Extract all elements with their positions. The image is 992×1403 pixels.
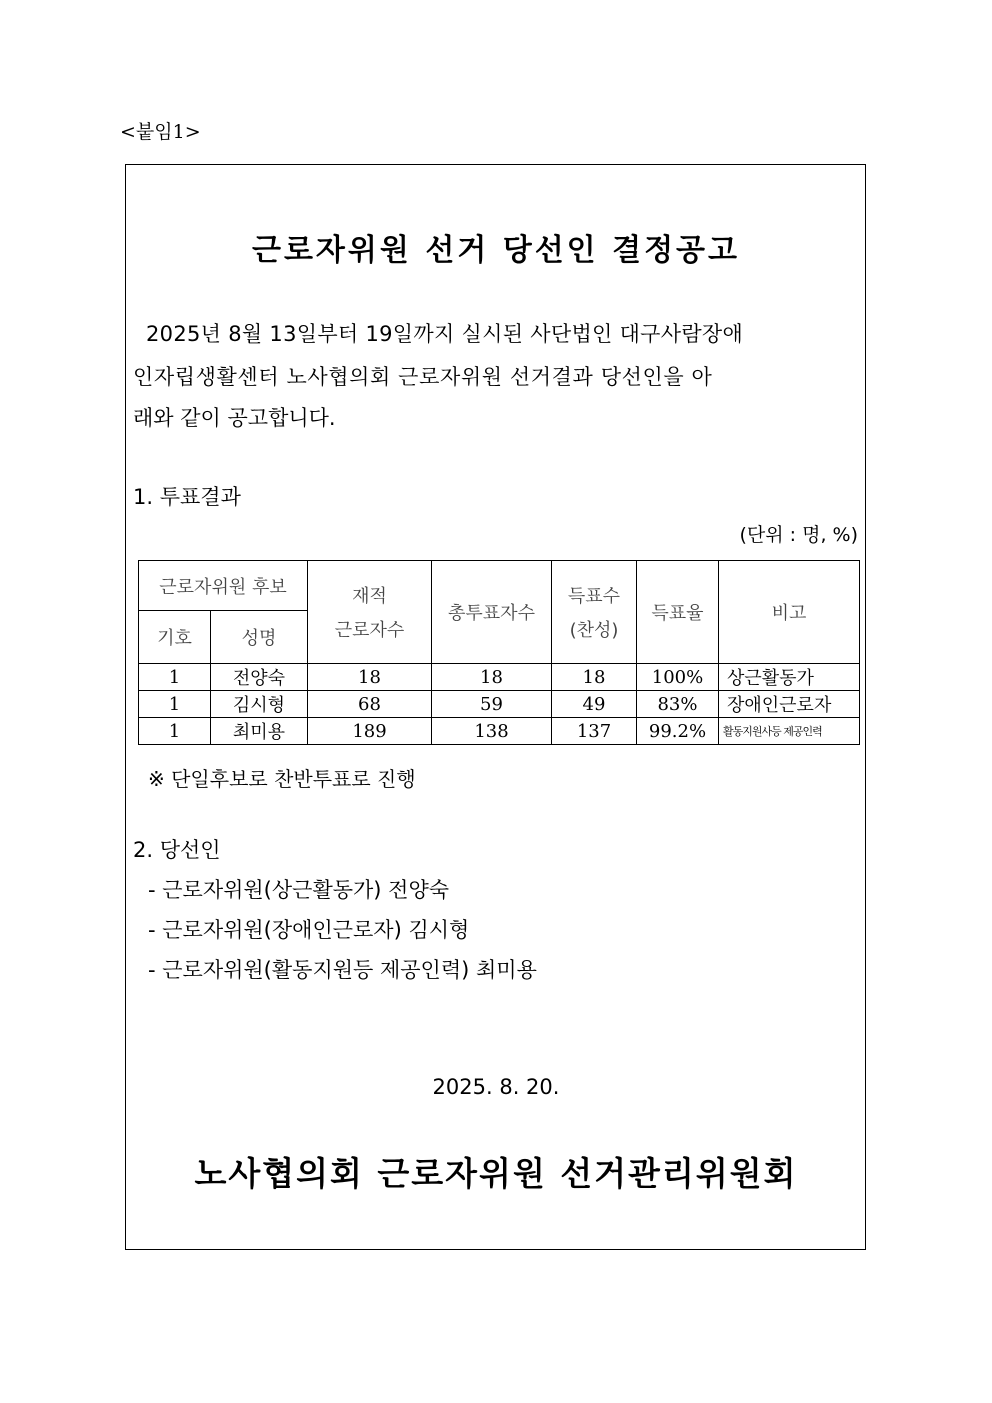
cell-rate: 100% <box>637 664 719 691</box>
header-enrolled-line2: 근로자수 <box>334 620 405 641</box>
cell-votes: 49 <box>552 691 637 718</box>
header-total-voters: 총투표자수 <box>432 561 552 664</box>
cell-total-voters: 138 <box>432 718 552 745</box>
intro-line-2: 인자립생활센터 노사협의회 근로자위원 선거결과 당선인을 아 <box>133 365 713 389</box>
section-heading-winners: 2. 당선인 <box>133 838 221 862</box>
cell-enrolled: 189 <box>308 718 432 745</box>
cell-rate: 83% <box>637 691 719 718</box>
cell-votes: 137 <box>552 718 637 745</box>
cell-number: 1 <box>139 664 211 691</box>
winner-item: - 근로자위원(상근활동가) 전양숙 <box>148 878 450 902</box>
cell-total-voters: 59 <box>432 691 552 718</box>
table-row <box>139 718 860 745</box>
voting-note: ※ 단일후보로 찬반투표로 진행 <box>148 767 416 791</box>
cell-total-voters: 18 <box>432 664 552 691</box>
header-enrolled-line1: 재적 <box>352 586 387 607</box>
winner-item: - 근로자위원(장애인근로자) 김시형 <box>148 918 470 942</box>
header-votes-line2: (찬성) <box>569 620 619 641</box>
notice-date: 2025. 8. 20. <box>432 1075 560 1099</box>
vote-results-table <box>138 560 860 745</box>
cell-name: 김시형 <box>211 691 308 718</box>
intro-line-3: 래와 같이 공고합니다. <box>133 406 336 430</box>
header-vote-rate: 득표율 <box>637 561 719 664</box>
header-votes-line1: 득표수 <box>567 586 621 607</box>
table-row <box>139 664 860 691</box>
unit-note: (단위 : 명, %) <box>739 524 858 546</box>
cell-votes: 18 <box>552 664 637 691</box>
table-row <box>139 691 860 718</box>
cell-name: 최미용 <box>211 718 308 745</box>
header-enrolled <box>308 561 432 664</box>
cell-number: 1 <box>139 718 211 745</box>
section-heading-results: 1. 투표결과 <box>133 485 241 509</box>
header-remarks: 비고 <box>719 561 860 664</box>
attachment-label: <붙임1> <box>120 121 201 143</box>
notice-title: 근로자위원 선거 당선인 결정공고 <box>251 233 741 268</box>
cell-remarks: 장애인근로자 <box>719 691 860 718</box>
issuer-name: 노사협의회 근로자위원 선거관리위원회 <box>194 1154 798 1193</box>
cell-remarks: 활동지원사등 제공인력 <box>719 718 860 745</box>
cell-enrolled: 68 <box>308 691 432 718</box>
cell-enrolled: 18 <box>308 664 432 691</box>
cell-remarks: 상근활동가 <box>719 664 860 691</box>
header-number: 기호 <box>139 611 211 664</box>
cell-name: 전양숙 <box>211 664 308 691</box>
header-votes <box>552 561 637 664</box>
winner-item: - 근로자위원(활동지원등 제공인력) 최미용 <box>148 958 537 982</box>
intro-line-1: 2025년 8월 13일부터 19일까지 실시된 사단법인 대구사람장애 <box>146 322 744 346</box>
header-name: 성명 <box>211 611 308 664</box>
cell-rate: 99.2% <box>637 718 719 745</box>
cell-number: 1 <box>139 691 211 718</box>
header-candidate: 근로자위원 후보 <box>139 561 308 611</box>
